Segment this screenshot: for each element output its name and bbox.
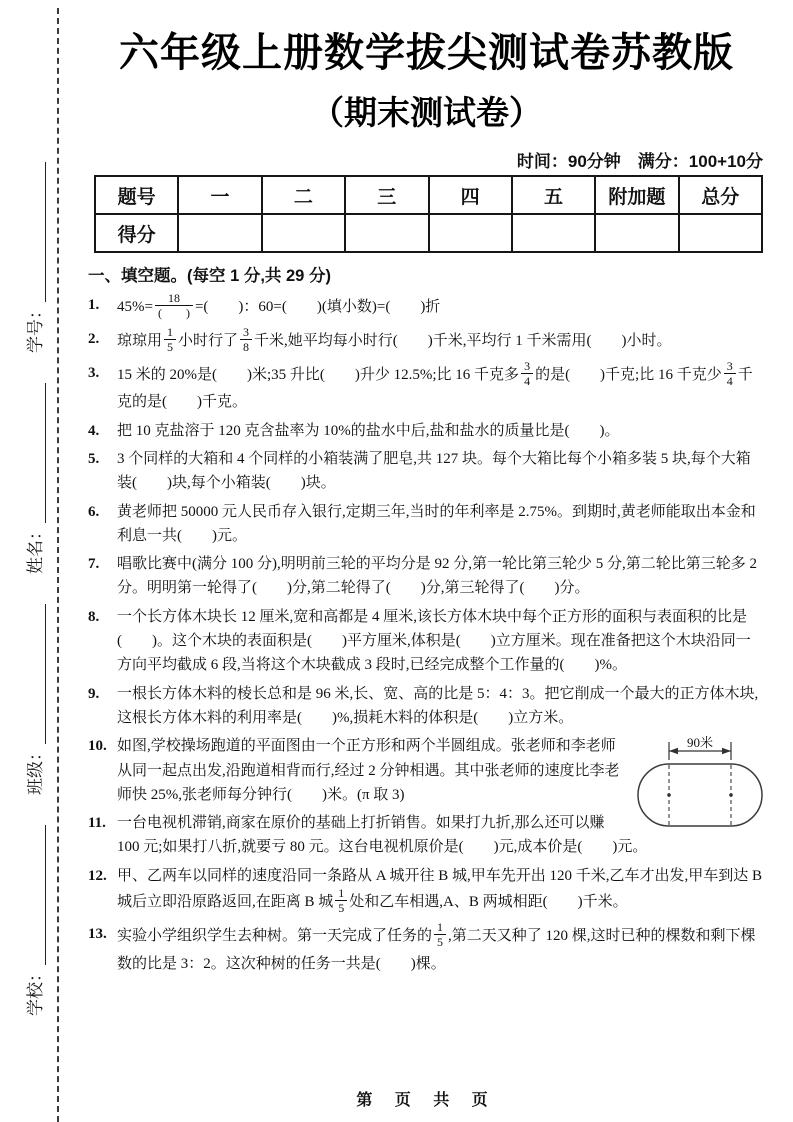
question-number: 9. [88,685,100,702]
question-number: 3. [88,364,100,381]
fraction: $\frac{3}{4}$ [724,359,736,389]
question-text: 黄老师把 50000 元人民币存入银行,定期三年,当时的年利率是 2.75%。到期时,黄老师能取出本金和利息一共( )元。 [117,503,756,544]
score-table-header-cell: 附加题 [595,176,678,214]
class-blank-line [27,604,46,744]
fraction: $\frac{18}{( )}$ [155,291,193,321]
question-number: 12. [88,867,107,884]
left-center-dot [667,793,671,797]
score-table-header-cell: 二 [262,176,345,214]
fill-in-blank-questions-list [88,293,765,976]
exam-time-score-info: 时间：90分钟 满分：100+10分 [516,152,763,171]
question-9 [88,682,765,731]
score-table-header-cell: 三 [345,176,428,214]
question-text: 90米 如图,学校操场跑道的平面图由一个正方形和两个半圆组成。张老师和李老师从同一起点出发,沿跑道相背而行,经过 2 分钟相遇。其中张老师的速度比李老师快 25%,张老师每分钟行( )米。(π 取 3) [117,738,620,803]
question-number: 13. [88,925,107,942]
name-label: 姓名： [26,523,45,574]
question-text: 把 10 克盐溶于 120 克含盐率为 10%的盐水中后,盐和盐水的质量比是( )。 [117,422,620,439]
student-number-label: 学号： [26,302,45,353]
section-one-heading: 一、填空题。(每空 1 分,共 29 分) [88,267,331,285]
question-number: 4. [88,422,100,439]
page-subtitle: （期末测试卷） [311,94,542,131]
question-number: 6. [88,503,100,520]
score-table [94,175,763,253]
name-blank-line [27,383,46,523]
question-number: 8. [88,608,100,625]
question-number: 10. [88,738,107,755]
question-number: 5. [88,450,100,467]
right-center-dot [729,793,733,797]
margin-fold-line [57,8,59,1122]
question-10 [88,734,765,807]
track-width-label: 90米 [686,735,714,751]
question-number: 1. [88,297,100,313]
page-title: 六年级上册数学拔尖测试卷苏教版 [119,31,734,75]
school-label: 学校： [26,965,45,1016]
score-table-header-cell: 一 [178,176,261,214]
class-label: 班级： [26,744,45,795]
question-text: 15 米的 20%是( )米;35 升比( )升少 12.5%;比 16 千克多 $\frac{3}{4}$ 的是( )千克;比 16 千克少 $\frac{3}{4}$ 千克的是( )千克。 [117,358,753,411]
sidebar-field-student-number [21,162,46,353]
question-2 [88,324,765,357]
page-footer: 第 页 共 页 [356,1092,497,1109]
question-text: 一台电视机滞销,商家在原价的基础上打折销售。如果打九折,那么还可以赚 100 元;如果打八折,就要亏 80 元。这台电视机原价是( )元,成本价是( )元。 [117,815,648,856]
question-text: 琼琼用 $\frac{1}{5}$ 小时行了 $\frac{3}{8}$ 千米,她平均每小时行( )千米,平均行 1 千米需用( )小时。 [117,324,672,355]
question-8 [88,605,765,678]
question-text: 唱歌比赛中(满分 100 分),明明前三轮的平均分是 92 分,第一轮比第三轮少 5 分,第二轮比第三轮多 2 分。明明第一轮得了( )分,第二轮得了( )分,第三轮得了( )分。 [117,556,757,597]
question-text: 3 个同样的大箱和 4 个同样的小箱装满了肥皂,共 127 块。每个大箱比每个小箱多装 5 块,每个大箱装( )块,每个小箱装( )块。 [117,450,751,492]
question-number: 2. [88,330,100,347]
score-cell [512,214,595,252]
dimension-arrow-left [669,748,678,754]
score-table-header-cell: 五 [512,176,595,214]
question-3 [88,358,765,415]
question-text: 实验小学组织学生去种树。第一天完成了任务的 $\frac{1}{5}$ ,第二天又种了 120 棵,这时已种的棵数和剩下棵数的比是 3：2。这次种树的任务一共是( )棵。 [117,919,756,972]
score-table-header-row [95,176,762,214]
score-cell [178,214,261,252]
dimension-arrow-right [722,748,731,754]
score-table-header-cell: 总分 [679,176,762,214]
score-cell [262,214,345,252]
sidebar-field-name [21,383,46,574]
student-info-sidebar [8,71,50,1016]
score-cell [345,214,428,252]
score-cell [679,214,762,252]
question-text: 甲、乙两车以同样的速度沿同一条路从 A 城开往 B 城,甲车先开出 120 千米,乙车才出发,甲车到达 B 城后立即沿原路返回,在距离 B 城 $\frac{1}{5}$ 处和乙车相遇,A、B 两城相距( )千米。 [117,867,763,916]
fraction: $\frac{3}{8}$ [240,325,252,355]
score-table-score-row [95,214,762,252]
paper-content [88,0,765,1122]
score-cell [595,214,678,252]
question-1 [88,293,765,323]
question-13 [88,919,765,976]
question-7 [88,552,765,601]
fraction: $\frac{1}{5}$ [434,920,446,950]
score-table-header-cell: 四 [429,176,512,214]
question-6 [88,500,765,549]
score-cell [429,214,512,252]
fraction: $\frac{1}{5}$ [164,325,176,355]
question-5 [88,447,765,496]
question-number: 11. [88,815,106,832]
score-table-header-cell: 题号 [95,176,178,214]
question-text: 45%= $\frac{18}{( )}$ =( )：60=( )(填小数)=( )折 [117,291,441,321]
question-4 [88,419,765,443]
sidebar-field-class [21,604,46,795]
fraction: $\frac{1}{5}$ [335,886,347,916]
question-text: 一根长方体木料的棱长总和是 96 米,长、宽、高的比是 5：4：3。把它削成一个最大的正方体木块,这根长方体木料的利用率是( )%,损耗木料的体积是( )立方米。 [117,685,759,726]
question-11 [88,811,765,860]
school-blank-line [27,825,46,965]
fraction: $\frac{3}{4}$ [521,359,533,389]
student-number-blank-line [27,162,46,302]
question-12 [88,864,765,918]
question-text: 一个长方体木块长 12 厘米,宽和高都是 4 厘米,该长方体木块中每个正方形的面积与表面积的比是( )。这个木块的表面积是( )平方厘米,体积是( )立方厘米。现在准备把这个木块沿同一方向平均截成 6 段,当将这个木块截成 3 段时,已经完成整个工作量的( )%。 [117,608,751,674]
sidebar-field-school [21,825,46,1016]
score-row-label: 得分 [95,214,178,252]
question-number: 7. [88,556,100,573]
